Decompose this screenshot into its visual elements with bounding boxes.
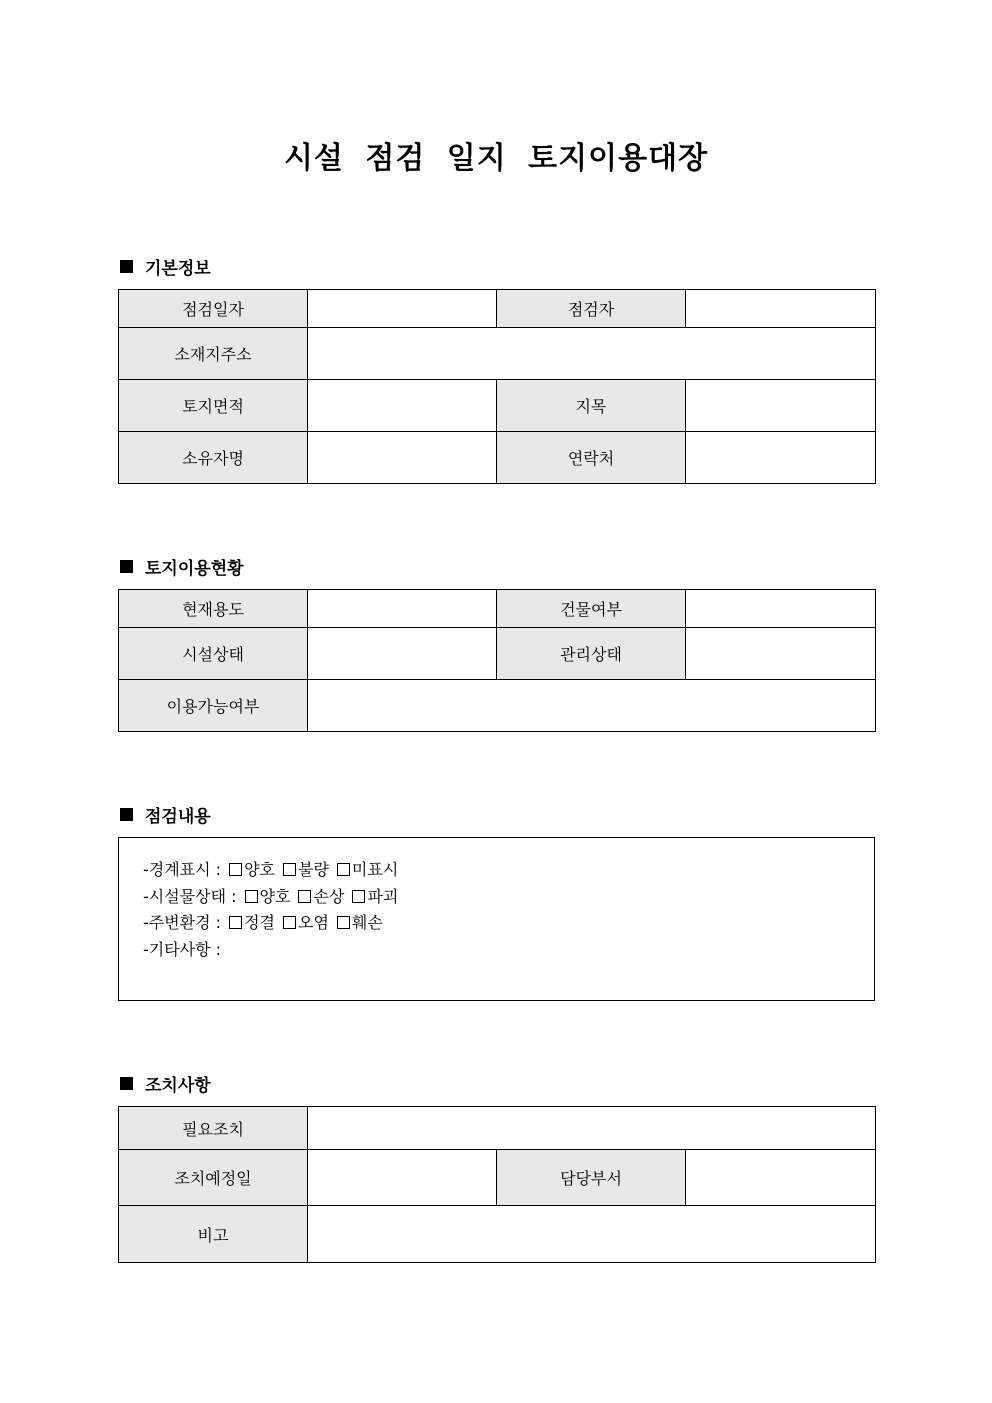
- checkbox-option[interactable]: [283, 860, 329, 879]
- checkbox-icon[interactable]: [298, 890, 311, 903]
- section-heading-land-use: [120, 554, 244, 579]
- label-building-presence: 건물여부: [497, 590, 686, 628]
- department-field[interactable]: [686, 1150, 876, 1206]
- section-heading-label: 기본정보: [145, 259, 211, 279]
- checkbox-option-label: 훼손: [351, 913, 383, 932]
- square-bullet-icon: [120, 808, 133, 821]
- inspection-item: [143, 884, 406, 911]
- building-presence-field[interactable]: [686, 590, 876, 628]
- page-title: 시설 점검 일지 토지이용대장: [283, 141, 709, 176]
- checkbox-option[interactable]: [245, 887, 291, 906]
- checkbox-option[interactable]: [352, 887, 398, 906]
- inspection-item-label: -경계표시 :: [143, 860, 222, 879]
- checkbox-option-label: 오염: [298, 913, 329, 932]
- checkbox-icon[interactable]: [229, 863, 242, 876]
- inspection-item-label: -주변환경 :: [143, 913, 222, 932]
- checkbox-icon[interactable]: [245, 890, 258, 903]
- label-land-area: 토지면적: [119, 380, 308, 432]
- section-heading-actions: [120, 1071, 211, 1096]
- label-department: 담당부서: [497, 1150, 686, 1206]
- inspection-item: [143, 937, 406, 964]
- square-bullet-icon: [120, 560, 133, 573]
- section-heading-label: 점검내용: [145, 807, 211, 827]
- square-bullet-icon: [120, 260, 133, 273]
- label-required-action: 필요조치: [119, 1107, 308, 1150]
- label-usability: 이용가능여부: [119, 680, 308, 732]
- inspection-item: [143, 910, 406, 937]
- usability-field[interactable]: [308, 680, 876, 732]
- inspection-items: [143, 857, 406, 963]
- checkbox-option-label: 미표시: [351, 860, 399, 879]
- checkbox-option[interactable]: [337, 913, 383, 932]
- label-inspector: 점검자: [497, 290, 686, 328]
- section-heading-label: 조치사항: [145, 1076, 211, 1096]
- basic-info-table: [118, 289, 876, 484]
- checkbox-option[interactable]: [229, 913, 275, 932]
- label-management-condition: 관리상태: [497, 628, 686, 680]
- label-current-use: 현재용도: [119, 590, 308, 628]
- checkbox-option-label: 손상: [313, 886, 345, 906]
- label-remarks: 비고: [119, 1206, 308, 1263]
- facility-condition-field[interactable]: [308, 628, 497, 680]
- inspection-date-field[interactable]: [308, 290, 497, 328]
- checkbox-icon[interactable]: [283, 916, 296, 929]
- checkbox-icon[interactable]: [337, 863, 350, 876]
- checkbox-option-label: 파괴: [367, 886, 399, 906]
- management-condition-field[interactable]: [686, 628, 876, 680]
- inspection-content-box: [118, 837, 875, 1001]
- scheduled-date-field[interactable]: [308, 1150, 497, 1206]
- checkbox-option[interactable]: [229, 860, 275, 879]
- inspector-field[interactable]: [686, 290, 876, 328]
- actions-table: [118, 1106, 876, 1263]
- land-use-table: [118, 589, 876, 732]
- label-contact: 연락처: [497, 432, 686, 484]
- label-facility-condition: 시설상태: [119, 628, 308, 680]
- checkbox-icon[interactable]: [283, 863, 296, 876]
- label-land-category: 지목: [497, 380, 686, 432]
- section-heading-basic: [120, 254, 211, 279]
- section-heading-inspection: [120, 802, 211, 827]
- section-heading-label: 토지이용현황: [145, 559, 244, 579]
- checkbox-option-label: 양호: [259, 886, 291, 906]
- inspection-item: [143, 857, 406, 884]
- required-action-field[interactable]: [308, 1107, 876, 1150]
- label-scheduled-date: 조치예정일: [119, 1150, 308, 1206]
- label-address: 소재지주소: [119, 328, 308, 380]
- owner-name-field[interactable]: [308, 432, 497, 484]
- label-inspection-date: 점검일자: [119, 290, 308, 328]
- checkbox-option[interactable]: [298, 887, 344, 906]
- checkbox-option-label: 불량: [298, 860, 329, 879]
- checkbox-icon[interactable]: [352, 890, 365, 903]
- checkbox-icon[interactable]: [337, 916, 350, 929]
- checkbox-option[interactable]: [337, 860, 398, 879]
- address-field[interactable]: [308, 328, 876, 380]
- checkbox-option-label: 정결: [244, 913, 275, 932]
- checkbox-option-label: 양호: [244, 860, 275, 879]
- square-bullet-icon: [120, 1077, 133, 1090]
- inspection-item-label: -기타사항 :: [143, 939, 222, 959]
- inspection-item-label: -시설물상태 :: [143, 886, 237, 906]
- land-area-field[interactable]: [308, 380, 497, 432]
- checkbox-icon[interactable]: [229, 916, 242, 929]
- current-use-field[interactable]: [308, 590, 497, 628]
- land-category-field[interactable]: [686, 380, 876, 432]
- checkbox-option[interactable]: [283, 913, 329, 932]
- contact-field[interactable]: [686, 432, 876, 484]
- remarks-field[interactable]: [308, 1206, 876, 1263]
- label-owner-name: 소유자명: [119, 432, 308, 484]
